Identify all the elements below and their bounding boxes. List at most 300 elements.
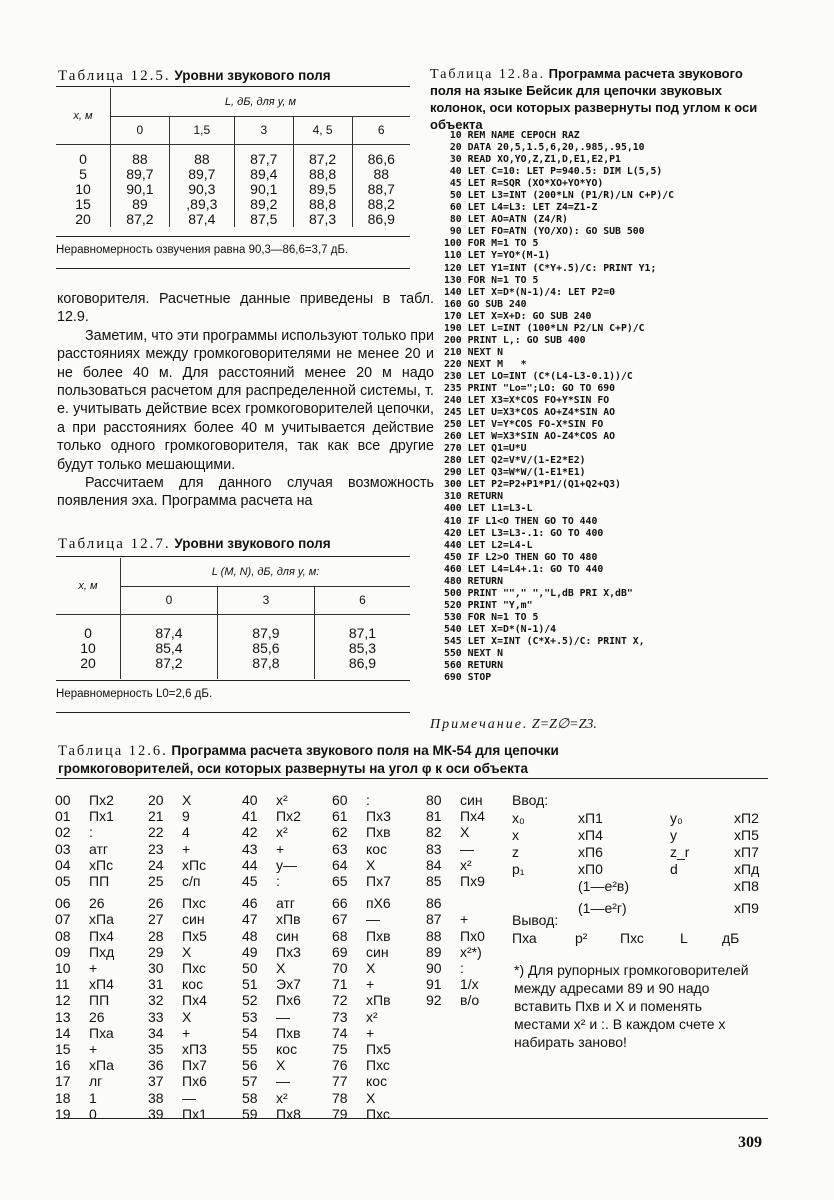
- basic-program-listing: [444, 130, 674, 684]
- table-row: [56, 656, 410, 671]
- input-row: [512, 844, 772, 861]
- table-rule-top: [56, 778, 768, 779]
- code-line: 690 STOP: [444, 672, 492, 684]
- step-address: 31: [148, 976, 164, 993]
- cell: 88: [373, 166, 390, 182]
- step-code: X: [276, 1057, 286, 1074]
- output-item: Пха: [512, 930, 537, 946]
- step-address: 64: [332, 856, 348, 873]
- code-line: 20 DATA 20,5,1.5,6,20,.985,.95,10: [444, 142, 645, 154]
- footnote: *) Для рупорных громкоговорителей между адресами 89 и 90 надо вставить Пхв и X и поменять местами x² и :. В каждом счете x набирать заново!: [514, 962, 749, 1050]
- code-line: 40 LET C=10: LET P=940.5: DIM L(5,5): [444, 166, 663, 178]
- step-code: Пх3: [366, 808, 391, 825]
- step-address: 83: [426, 840, 442, 857]
- step-code: X: [366, 1089, 376, 1106]
- code-line: 540 LET X=D*(N-1)/4: [444, 623, 557, 635]
- step-address: 24: [148, 856, 164, 873]
- program-step: [148, 960, 207, 976]
- step-code: 26: [89, 1008, 105, 1025]
- step-code: X: [366, 856, 376, 873]
- output-label: Вывод:: [512, 912, 559, 928]
- step-address: 80: [426, 792, 442, 808]
- output-item: L: [680, 930, 688, 946]
- step-code: :: [366, 792, 370, 808]
- step-address: 69: [332, 943, 348, 960]
- step-code: Пх2: [276, 808, 301, 825]
- step-address: 09: [55, 943, 71, 960]
- program-step: [242, 976, 301, 992]
- step-code: Пхс: [366, 1105, 390, 1122]
- program-column-2: [148, 792, 207, 1122]
- step-address: 04: [55, 856, 71, 873]
- step-code: 4: [182, 824, 190, 841]
- step-code: Эх7: [276, 976, 301, 993]
- program-step: [426, 857, 485, 873]
- step-code: Пх4: [89, 927, 114, 944]
- program-step: [148, 895, 207, 911]
- step-address: 44: [242, 856, 258, 873]
- code-line: 420 LET L3=L3-.1: GO TO 400: [444, 527, 604, 539]
- code-line: 560 RETURN: [444, 660, 503, 672]
- program-step: [332, 976, 391, 992]
- program-step: [148, 808, 207, 824]
- step-code: Пх1: [182, 1105, 207, 1122]
- program-step: [426, 976, 485, 992]
- step-code: с/п: [182, 873, 201, 890]
- code-line: 235 PRINT "Lo=";LO: GO TO 690: [444, 382, 616, 394]
- cell: 87,3: [293, 212, 352, 227]
- step-address: 84: [426, 856, 442, 873]
- code-line: 550 NEXT N: [444, 648, 503, 660]
- step-address: 43: [242, 840, 258, 857]
- step-address: 15: [55, 1041, 71, 1058]
- program-step: [148, 841, 207, 857]
- step-address: 18: [55, 1089, 71, 1106]
- step-address: 14: [55, 1024, 71, 1041]
- step-code: —: [182, 1089, 196, 1106]
- input-row: [512, 861, 772, 878]
- step-code: 1/x: [460, 976, 479, 993]
- cell: 88,7: [367, 181, 395, 197]
- program-step: [148, 792, 207, 808]
- code-line: 100 FOR M=1 TO 5: [444, 238, 539, 250]
- program-step: [242, 992, 301, 1008]
- program-step: [55, 895, 114, 911]
- table-12-7-caption: [58, 536, 331, 552]
- step-code: Пх4: [182, 992, 207, 1009]
- input-cell: x₀: [512, 810, 525, 826]
- step-code: Пх9: [460, 873, 485, 890]
- program-step: [55, 824, 114, 840]
- output-item: Пхс: [620, 930, 644, 946]
- step-address: 74: [332, 1024, 348, 1041]
- step-address: 60: [332, 792, 348, 808]
- code-line: 250 LET V=Y*COS FO-X*SIN FO: [444, 419, 604, 431]
- program-step: [242, 873, 301, 889]
- step-code: хП4: [89, 976, 114, 993]
- step-address: 42: [242, 824, 258, 841]
- cell: 90,1: [111, 182, 170, 197]
- step-address: 54: [242, 1024, 258, 1041]
- cell: 87,1: [348, 625, 377, 641]
- program-step: [148, 873, 207, 889]
- step-code: +: [89, 1041, 98, 1058]
- input-cell: (1—e²г): [578, 900, 627, 916]
- table-12-8a-note: [430, 716, 597, 733]
- step-code: 26: [89, 895, 105, 912]
- step-address: 85: [426, 873, 442, 890]
- program-step: [148, 944, 207, 960]
- step-address: 17: [55, 1073, 71, 1090]
- step-address: 34: [148, 1024, 164, 1041]
- program-step: [148, 1009, 207, 1025]
- step-address: 51: [242, 976, 258, 993]
- table-12-7-grid: [56, 558, 410, 679]
- step-code: хПв: [366, 992, 391, 1009]
- table-12-5-note: Неравномерность озвучения равна 90,3—86,6=3,7 дБ.: [56, 244, 349, 256]
- note-label: Примечание.: [430, 717, 529, 732]
- step-address: 16: [55, 1057, 71, 1074]
- step-code: лг: [89, 1073, 103, 1090]
- table-row: [56, 167, 410, 182]
- program-column-1: [55, 792, 114, 1122]
- program-step: [332, 1025, 391, 1041]
- program-step: [426, 873, 485, 889]
- code-line: 480 RETURN: [444, 575, 503, 587]
- step-code: Пхс: [182, 960, 206, 977]
- step-address: 46: [242, 895, 258, 912]
- input-row: [512, 878, 772, 900]
- program-step: [55, 1057, 114, 1073]
- program-step: [148, 1106, 207, 1122]
- step-code: Пх5: [182, 927, 207, 944]
- step-address: 78: [332, 1089, 348, 1106]
- step-code: Пхв: [276, 1024, 301, 1041]
- step-code: Пх2: [89, 792, 114, 808]
- cell: 10: [56, 182, 111, 197]
- step-address: 23: [148, 840, 164, 857]
- cell: 89,4: [234, 167, 293, 182]
- cell: 87,2: [293, 152, 352, 167]
- table-12-5-grid: [56, 88, 410, 227]
- program-step: [426, 895, 485, 911]
- col-head-x: x, м: [56, 558, 121, 614]
- step-address: 20: [148, 792, 164, 808]
- step-address: 73: [332, 1008, 348, 1025]
- program-step: [242, 1106, 301, 1122]
- step-address: 87: [426, 911, 442, 928]
- code-line: 210 NEXT N: [444, 346, 503, 358]
- code-line: 450 IF L2>O THEN GO TO 480: [444, 551, 598, 563]
- program-step: [332, 857, 391, 873]
- step-address: 05: [55, 873, 71, 890]
- step-code: :: [89, 824, 93, 841]
- step-code: хПс: [89, 856, 114, 873]
- input-cell: z_r: [670, 844, 690, 860]
- program-step: [242, 1073, 301, 1089]
- col-head-L: L (M, N), дБ, для y, м:: [121, 558, 411, 586]
- cell: 89,2: [234, 197, 293, 212]
- code-line: 10 REM NAME CEPOCH RAZ: [444, 130, 580, 141]
- code-line: 400 LET L1=L3-L: [444, 503, 533, 515]
- step-address: 48: [242, 927, 258, 944]
- step-address: 47: [242, 911, 258, 928]
- program-step: [242, 960, 301, 976]
- cell: 88,8: [293, 167, 352, 182]
- step-address: 01: [55, 808, 71, 825]
- code-line: 310 RETURN: [444, 491, 503, 503]
- program-step: [426, 792, 485, 808]
- col-head: 0: [111, 116, 170, 144]
- code-line: 110 LET Y=YO*(M-1): [444, 250, 551, 262]
- col-head: 6: [314, 586, 410, 614]
- step-address: 89: [426, 943, 442, 960]
- step-address: 39: [148, 1105, 164, 1122]
- program-step: [55, 1025, 114, 1041]
- step-code: :: [276, 873, 280, 890]
- step-address: 71: [332, 976, 348, 993]
- program-step: [148, 857, 207, 873]
- code-line: 530 FOR N=1 TO 5: [444, 611, 539, 623]
- input-cell: p₁: [512, 861, 525, 877]
- cell: 20: [56, 656, 121, 671]
- program-step: [242, 911, 301, 927]
- step-address: 19: [55, 1105, 71, 1122]
- step-code: X: [276, 960, 286, 977]
- step-address: 38: [148, 1089, 164, 1106]
- table-12-8a-caption: [430, 66, 770, 134]
- code-line: 170 LET X=X+D: GO SUB 240: [444, 310, 592, 322]
- step-code: +: [182, 840, 191, 857]
- input-row: [512, 827, 772, 844]
- step-code: X: [182, 943, 192, 960]
- step-address: 06: [55, 895, 71, 912]
- step-address: 72: [332, 992, 348, 1009]
- program-step: [55, 960, 114, 976]
- cell: 85,3: [348, 640, 377, 656]
- step-code: —: [460, 840, 474, 857]
- code-line: 190 LET L=INT (100*LN P2/LN C+P)/C: [444, 322, 645, 334]
- step-code: атг: [89, 840, 108, 857]
- step-address: 86: [426, 895, 442, 912]
- step-code: 1: [89, 1089, 97, 1106]
- step-code: —: [366, 911, 380, 928]
- step-address: 57: [242, 1073, 258, 1090]
- caption-title: Программа расчета звукового поля на языке Бейсик для цепочки звуковых колонок, оси которых развернуты под углом к оси объекта: [430, 66, 758, 132]
- step-address: 08: [55, 927, 71, 944]
- step-address: 63: [332, 840, 348, 857]
- step-address: 10: [55, 960, 71, 977]
- input-cell: (1—e²в): [578, 878, 629, 894]
- table-12-7-note: Неравномерность L0=2,6 дБ.: [56, 688, 213, 700]
- program-step: [148, 1057, 207, 1073]
- col-head-L: L, дБ, для y, м: [111, 88, 411, 116]
- step-address: 35: [148, 1041, 164, 1058]
- step-code: Пх6: [276, 992, 301, 1009]
- code-line: 120 LET Y1=INT (C*Y+.5)/C: PRINT Y1;: [444, 262, 657, 274]
- cell: 87,2: [121, 656, 218, 671]
- code-line: 90 LET FO=ATN (YO/XO): GO SUB 500: [444, 226, 645, 238]
- step-address: 00: [55, 792, 71, 808]
- program-step: [148, 911, 207, 927]
- program-step: [332, 895, 391, 911]
- step-address: 77: [332, 1073, 348, 1090]
- col-head: 3: [217, 586, 314, 614]
- program-step: [332, 792, 391, 808]
- input-cell: хП7: [734, 844, 759, 860]
- body-text: [57, 290, 434, 511]
- program-step: [242, 944, 301, 960]
- cell: ,89,3: [169, 197, 234, 212]
- step-code: Пх1: [89, 808, 114, 825]
- step-address: 21: [148, 808, 164, 825]
- code-line: 230 LET LO=INT (C*(L4-L3-0.1))/C: [444, 370, 633, 382]
- note-text: Z=Z∅=Z3.: [531, 717, 597, 732]
- cell: 86,9: [367, 211, 395, 227]
- program-step: [332, 944, 391, 960]
- step-address: 92: [426, 992, 442, 1009]
- cell: 87,4: [169, 212, 234, 227]
- step-address: 56: [242, 1057, 258, 1074]
- step-address: 28: [148, 927, 164, 944]
- step-code: пХ6: [366, 895, 391, 912]
- step-address: 90: [426, 960, 442, 977]
- table-rule-bottom: [56, 712, 410, 713]
- step-address: 75: [332, 1041, 348, 1058]
- input-grid: [512, 810, 772, 922]
- table-rule-bottom: [56, 680, 410, 681]
- program-step: [426, 911, 485, 927]
- cell: 88: [169, 152, 234, 167]
- cell: 15: [56, 197, 111, 212]
- program-step: [332, 928, 391, 944]
- input-cell: хП5: [734, 827, 759, 843]
- program-step: [332, 841, 391, 857]
- step-address: 79: [332, 1105, 348, 1122]
- col-head: 3: [234, 116, 293, 144]
- step-code: 0: [89, 1105, 97, 1122]
- cell: 89,7: [169, 167, 234, 182]
- input-cell: хПд: [734, 861, 760, 877]
- step-address: 13: [55, 1008, 71, 1025]
- program-column-4: [332, 792, 391, 1122]
- step-address: 91: [426, 976, 442, 993]
- code-line: 290 LET Q3=W*W/(1-E1*E1): [444, 467, 586, 479]
- step-address: 65: [332, 873, 348, 890]
- step-code: у—: [276, 856, 297, 873]
- program-step: [55, 944, 114, 960]
- cell: 86,9: [348, 655, 377, 671]
- code-line: 45 LET R=SQR (XO*XO+YO*YO): [444, 178, 604, 190]
- input-cell: хП9: [734, 900, 759, 916]
- input-cell: y₀: [670, 810, 683, 826]
- step-address: 25: [148, 873, 164, 890]
- program-step: [242, 895, 301, 911]
- code-line: 460 LET L4=L4+.1: GO TO 440: [444, 563, 604, 575]
- step-code: син: [182, 911, 205, 928]
- step-code: кос: [182, 976, 204, 993]
- step-address: 22: [148, 824, 164, 841]
- cell: 85,4: [121, 641, 218, 656]
- step-address: 82: [426, 824, 442, 841]
- cell: 88,2: [367, 196, 395, 212]
- program-step: [332, 808, 391, 824]
- step-code: 9: [182, 808, 190, 825]
- step-code: x²: [276, 824, 288, 841]
- cell: 87,2: [111, 212, 170, 227]
- program-step: [55, 792, 114, 808]
- program-step: [55, 928, 114, 944]
- code-line: 30 READ XO,YO,Z,Z1,D,E1,E2,P1: [444, 154, 621, 166]
- caption-title: Уровни звукового поля: [174, 68, 331, 83]
- input-cell: x: [512, 827, 519, 843]
- program-step: [55, 911, 114, 927]
- caption-label: Таблица 12.8а.: [430, 67, 546, 82]
- code-line: 240 LET X3=X*COS FO+Y*SIN FO: [444, 395, 610, 407]
- program-step: [332, 1057, 391, 1073]
- program-step: [426, 992, 485, 1008]
- step-address: 62: [332, 824, 348, 841]
- program-step: [242, 1090, 301, 1106]
- program-step: [148, 976, 207, 992]
- cell: 10: [56, 641, 121, 656]
- step-address: 30: [148, 960, 164, 977]
- step-address: 26: [148, 895, 164, 912]
- program-step: [426, 808, 485, 824]
- step-code: x²: [366, 1008, 378, 1025]
- program-step: [242, 857, 301, 873]
- cell: 87,4: [121, 626, 218, 641]
- table-12-5: [56, 88, 410, 227]
- step-code: син: [366, 943, 389, 960]
- input-cell: хП8: [734, 878, 759, 894]
- program-step: [55, 873, 114, 889]
- paragraph: Рассчитаем для данного случая возможность появления эха. Программа расчета на: [57, 475, 434, 510]
- table-row: [56, 626, 410, 641]
- col-head: 4, 5: [293, 116, 352, 144]
- step-code: :: [460, 960, 464, 977]
- step-address: 33: [148, 1008, 164, 1025]
- step-address: 52: [242, 992, 258, 1009]
- step-address: 66: [332, 895, 348, 912]
- caption-label: Таблица 12.7.: [58, 536, 171, 552]
- program-step: [242, 792, 301, 808]
- step-code: Пхс: [182, 895, 206, 912]
- step-code: Пх7: [366, 873, 391, 890]
- code-line: 500 PRINT ""," ","L,dB PRI X,dB": [444, 587, 633, 599]
- step-code: Пх5: [366, 1041, 391, 1058]
- step-address: 81: [426, 808, 442, 825]
- step-code: x²: [276, 792, 288, 808]
- page-number: 309: [738, 1134, 762, 1151]
- cell: 5: [56, 167, 111, 182]
- program-step: [332, 1009, 391, 1025]
- cell: 89,7: [111, 167, 170, 182]
- step-address: 53: [242, 1008, 258, 1025]
- step-address: 45: [242, 873, 258, 890]
- code-line: 280 LET Q2=V*V/(1-E2*E2): [444, 455, 586, 467]
- table-12-5-caption: [58, 68, 331, 84]
- code-line: 545 LET X=INT (C*X+.5)/C: PRINT X,: [444, 635, 645, 647]
- cell: 88: [111, 152, 170, 167]
- program-step: [332, 1106, 391, 1122]
- caption-title: Уровни звукового поля: [174, 536, 331, 551]
- code-line: 130 FOR N=1 TO 5: [444, 274, 539, 286]
- step-code: Пх7: [182, 1057, 207, 1074]
- program-step: [242, 808, 301, 824]
- code-line: 60 LET L4=L3: LET Z4=Z1-Z: [444, 202, 598, 214]
- cell: 85,6: [217, 641, 314, 656]
